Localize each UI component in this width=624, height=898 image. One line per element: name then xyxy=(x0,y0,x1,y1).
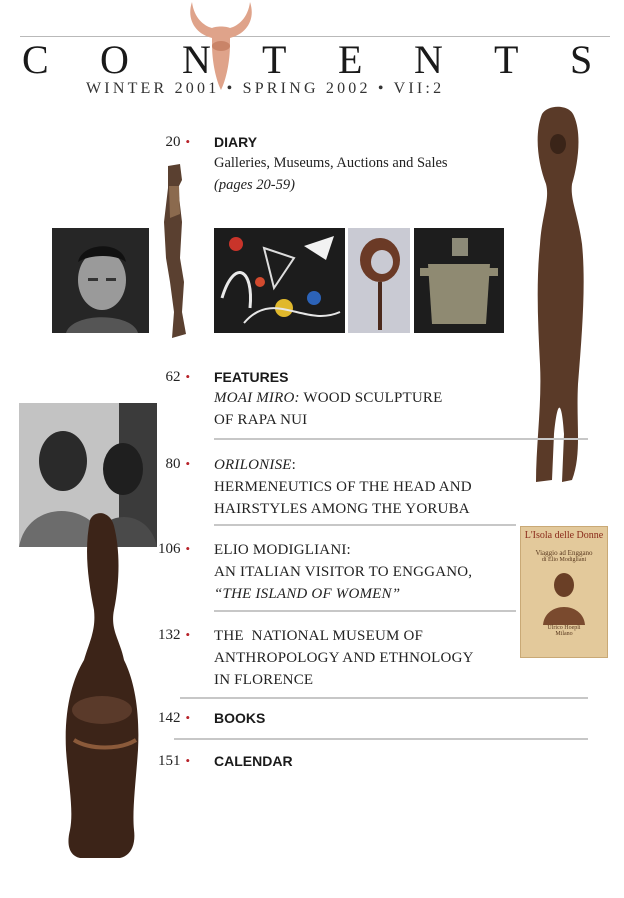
section-heading[interactable]: DIARY xyxy=(214,134,258,150)
book-cover-author: di Elio Modigliani xyxy=(541,557,587,563)
page-number: 62 xyxy=(165,369,181,385)
article-title-line: IN FLORENCE xyxy=(214,672,314,688)
title-letter: S xyxy=(570,37,593,82)
carved-figure-photo xyxy=(152,162,194,344)
title-letter: O xyxy=(100,37,129,82)
bullet-dot: • xyxy=(185,456,190,471)
article-title-line: ANTHROPOLOGY AND ETHNOLOGY xyxy=(214,650,474,666)
bullet-dot: • xyxy=(185,369,190,384)
textile-figure-photo xyxy=(414,228,504,333)
section-heading[interactable]: FEATURES xyxy=(214,369,289,385)
article-title-italic: ORILONISE xyxy=(214,457,292,473)
page-number: 132 xyxy=(157,627,181,643)
page-number: 106 xyxy=(157,541,181,557)
divider xyxy=(174,738,588,740)
title-letter: T xyxy=(262,37,287,82)
contents-title xyxy=(0,38,624,82)
section-subtitle: Galleries, Museums, Auctions and Sales xyxy=(214,155,448,171)
bullet-dot: • xyxy=(185,541,190,556)
page-number: 80 xyxy=(165,456,181,472)
toc-page-number xyxy=(150,627,190,644)
book-cover-title: L'Isola delle Donne xyxy=(524,530,604,541)
section-heading[interactable]: BOOKS xyxy=(214,710,266,726)
toc-page-number xyxy=(150,710,190,727)
article-title-rest: : xyxy=(291,457,297,473)
divider xyxy=(214,610,516,612)
moai-miro-figure-photo xyxy=(512,104,604,486)
bullet-dot: • xyxy=(185,134,190,149)
section-heading[interactable]: CALENDAR xyxy=(214,753,293,769)
article-title-line: “THE ISLAND OF WOMEN” xyxy=(214,586,401,602)
toc-page-number xyxy=(150,456,190,473)
title-letter: C xyxy=(22,37,49,82)
book-cover xyxy=(520,526,608,658)
divider xyxy=(214,524,516,526)
toc-page-number xyxy=(150,753,190,770)
article-title-line: HERMENEUTICS OF THE HEAD AND xyxy=(214,479,472,495)
title-letter: N xyxy=(182,37,211,82)
divider xyxy=(214,438,588,440)
book-cover-place: Milano xyxy=(555,631,573,637)
toc-page-number xyxy=(150,369,190,386)
article-title[interactable]: THE NATIONAL MUSEUM OF xyxy=(214,628,424,644)
divider xyxy=(180,697,588,699)
section-note: (pages 20-59) xyxy=(214,177,295,193)
painting-photo xyxy=(214,228,345,333)
title-letter: N xyxy=(414,37,443,82)
article-title[interactable] xyxy=(214,454,296,476)
article-title-rest: WOOD SCULPTURE xyxy=(299,390,443,406)
page-number: 142 xyxy=(157,710,181,726)
article-title[interactable] xyxy=(214,387,442,409)
article-title-line: AN ITALIAN VISITOR TO ENGGANO, xyxy=(214,564,473,580)
yoruba-sculpture-photo xyxy=(50,510,162,860)
bullet-dot: • xyxy=(185,627,190,642)
article-title-line: OF RAPA NUI xyxy=(214,412,308,428)
article-title[interactable]: ELIO MODIGLIANI: xyxy=(214,542,351,558)
toc-page-number xyxy=(150,134,190,151)
book-cover-publisher: Ulrico Hoepli xyxy=(547,625,581,631)
title-letter: T xyxy=(494,37,519,82)
article-title-italic: MOAI MIRO: xyxy=(214,390,300,406)
disc-mask-photo xyxy=(348,228,410,333)
title-letter: E xyxy=(338,37,363,82)
bullet-dot: • xyxy=(185,753,190,768)
toc-page-number xyxy=(150,541,190,558)
bullet-dot: • xyxy=(185,710,190,725)
article-title-line: HAIRSTYLES AMONG THE YORUBA xyxy=(214,501,470,517)
page-number: 20 xyxy=(165,134,181,150)
page-number: 151 xyxy=(157,753,181,769)
portrait-photo xyxy=(52,228,149,333)
book-cover-subtitle: Viaggio ad Enggano xyxy=(535,549,593,557)
book-cover-illustration xyxy=(521,567,607,625)
issue-line: WINTER 2001 • SPRING 2002 • VII:2 xyxy=(86,80,445,97)
